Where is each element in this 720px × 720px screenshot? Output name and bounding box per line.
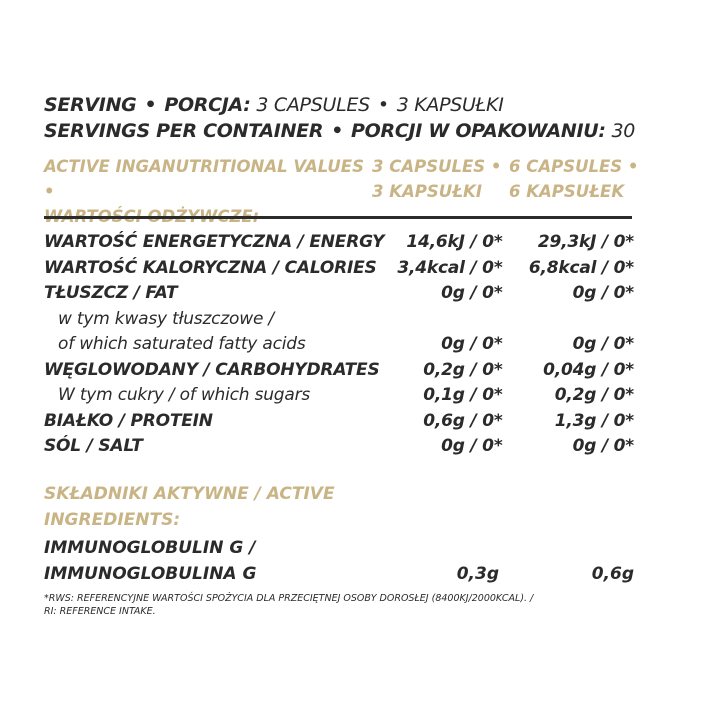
- separator-dot: •: [331, 120, 344, 142]
- value-6-capsules: 0,04g / 0*: [543, 359, 634, 380]
- nutrient-name: BIAŁKO / PROTEIN: [44, 410, 213, 431]
- nutrient-name: w tym kwasy tłuszczowe /: [58, 308, 274, 329]
- serving-value: 3 CAPSULES: [256, 94, 370, 116]
- serving-label-pl: PORCJA:: [164, 94, 251, 116]
- value-6-capsules: [503, 307, 634, 333]
- ingredient-name-line2: IMMUNOGLOBULINA G: [44, 563, 257, 584]
- header-3-capsules: [372, 154, 502, 204]
- value-3-capsules: [384, 307, 502, 333]
- separator-dot: •: [377, 94, 389, 116]
- value-6-capsules: 0,2g / 0*: [554, 385, 634, 405]
- header-col3-line2: 6 KAPSUŁEK: [509, 182, 625, 201]
- table-row: [44, 383, 634, 409]
- table-row: [44, 256, 634, 282]
- header-col1-line1: ACTIVE INGANUTRITIONAL VALUES •: [44, 157, 364, 201]
- value-3-capsules: 0g / 0*: [441, 283, 503, 303]
- nutrient-name: W tym cukry / of which sugars: [58, 385, 311, 405]
- nutrition-panel: [44, 92, 644, 617]
- value-3-capsules: 0,3g: [456, 563, 499, 584]
- value-6-capsules: 1,3g / 0*: [554, 410, 634, 431]
- value-6-capsules: 0g / 0*: [572, 283, 634, 303]
- table-header: [44, 154, 644, 206]
- table-row: [44, 358, 634, 384]
- active-ingredients-title: [44, 482, 374, 533]
- active-ingredients-table: [44, 536, 634, 587]
- nutrition-table: [44, 230, 634, 460]
- footnote-line2: RI: REFERENCE INTAKE.: [44, 606, 156, 617]
- value-3-capsules: 14,6kJ / 0*: [406, 232, 503, 252]
- value-6-capsules: 6,8kcal / 0*: [528, 257, 634, 278]
- nutrient-name: WARTOŚĆ ENERGETYCZNA / ENERGY: [44, 232, 385, 252]
- table-row: [44, 281, 634, 307]
- value-3-capsules: 0,2g / 0*: [423, 359, 503, 380]
- header-divider: [44, 216, 632, 219]
- ingredient-name-line1: IMMUNOGLOBULIN G /: [44, 538, 256, 558]
- servings-per-container-value: 30: [611, 120, 636, 142]
- header-6-capsules: [509, 154, 639, 204]
- servings-per-container-label: SERVINGS PER CONTAINER: [44, 120, 324, 142]
- value-3-capsules: 0g / 0*: [441, 334, 503, 354]
- value-3-capsules: 0,6g / 0*: [423, 410, 503, 431]
- table-row: [44, 409, 634, 435]
- header-col3-line1: 6 CAPSULES •: [509, 157, 639, 176]
- nutrient-name: of which saturated fatty acids: [58, 334, 306, 354]
- header-col2-line1: 3 CAPSULES •: [372, 157, 502, 176]
- servings-per-container-line: [44, 118, 644, 144]
- header-col2-line2: 3 KAPSUŁKI: [372, 182, 482, 201]
- nutrient-name: WĘGLOWODANY / CARBOHYDRATES: [44, 359, 380, 380]
- serving-label: SERVING: [44, 94, 137, 116]
- value-3-capsules: 0,1g / 0*: [423, 385, 503, 405]
- value-6-capsules: 29,3kJ / 0*: [537, 232, 634, 252]
- serving-value-pl: 3 KAPSUŁKI: [396, 94, 504, 116]
- nutrient-name: TŁUSZCZ / FAT: [44, 283, 178, 303]
- value-6-capsules: 0g / 0*: [572, 436, 634, 456]
- footnote-line1: *RWS: REFERENCYJNE WARTOŚCI SPOŻYCIA DLA PRZECIĘTNEJ OSOBY DOROSŁEJ (8400KJ/2000KCAL). /: [44, 593, 534, 604]
- value-3-capsules: 3,4kcal / 0*: [397, 257, 503, 278]
- serving-line: [44, 92, 644, 118]
- value-6-capsules: 0g / 0*: [572, 334, 634, 354]
- value-3-capsules: 0g / 0*: [441, 436, 503, 456]
- servings-per-container-label-pl: PORCJI W OPAKOWANIU:: [351, 120, 606, 142]
- footnote: [44, 592, 644, 618]
- table-row: [44, 332, 634, 358]
- separator-dot: •: [144, 94, 157, 116]
- value-6-capsules: 0,6g: [591, 563, 634, 584]
- table-row: [44, 562, 634, 588]
- nutrient-name: WARTOŚĆ KALORYCZNA / CALORIES: [44, 257, 377, 278]
- table-row: [44, 536, 634, 562]
- table-row: [44, 230, 634, 256]
- nutrient-name: SÓL / SALT: [44, 436, 143, 456]
- active-title-line2: INGREDIENTS:: [44, 509, 181, 530]
- table-row: [44, 307, 634, 333]
- table-row: [44, 434, 634, 460]
- active-title-line1: SKŁADNIKI AKTYWNE / ACTIVE: [44, 484, 335, 504]
